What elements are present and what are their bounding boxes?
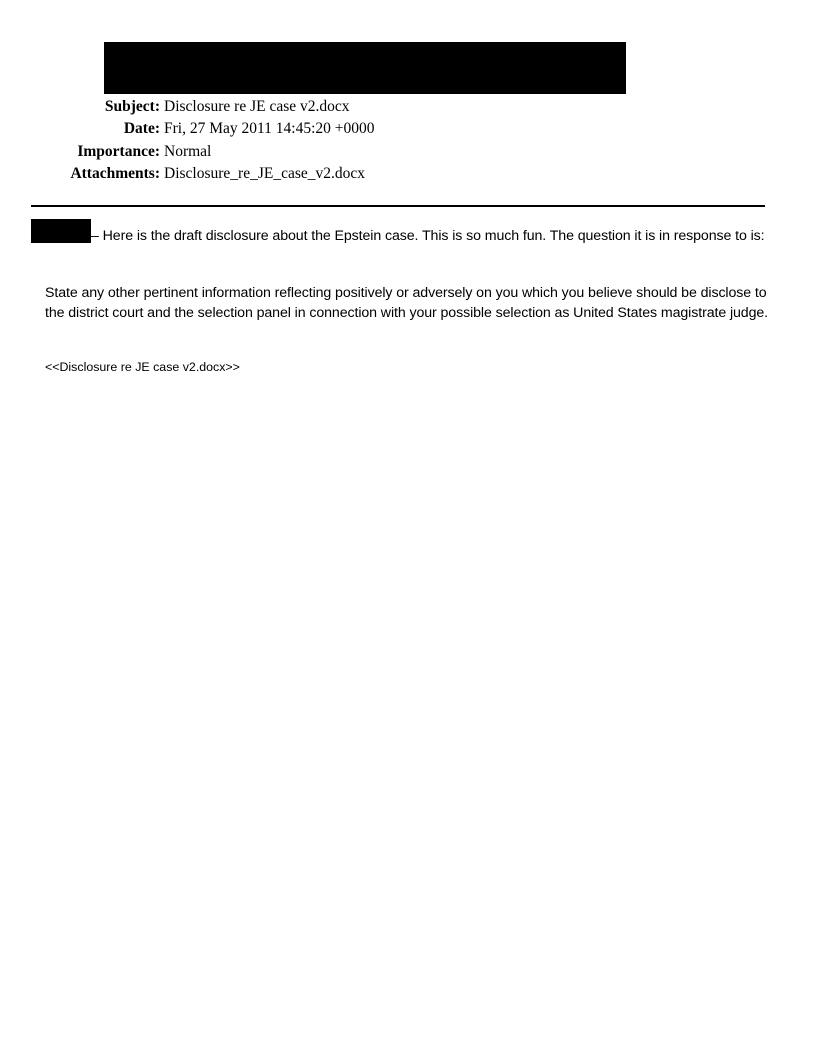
body-paragraph-1: – Here is the draft disclosure about the Epstein case. This is so much fun. The question it is in response to is: bbox=[91, 228, 765, 244]
attachments-label: Attachments: bbox=[70, 164, 160, 182]
date-label: Date: bbox=[123, 120, 160, 138]
attachments-row bbox=[0, 163, 816, 185]
email-header-fields bbox=[0, 96, 816, 185]
redaction-block-header bbox=[104, 42, 626, 94]
subject-label: Subject: bbox=[104, 98, 160, 115]
subject-row bbox=[0, 96, 816, 118]
date-value: Fri, 27 May 2011 14:45:20 +0000 bbox=[164, 120, 375, 138]
header-separator-line bbox=[31, 205, 765, 207]
attachments-value: Disclosure_re_JE_case_v2.docx bbox=[164, 164, 366, 182]
body-paragraph-2: State any other pertinent information reflecting positively or adversely on you which you believe should be disclose to the district court and the selection panel in connection with your possible selection as United States magistrate judge. bbox=[45, 285, 769, 321]
importance-row bbox=[0, 141, 816, 163]
attachment-reference: <<Disclosure re JE case v2.docx>> bbox=[45, 360, 240, 374]
subject-value: Disclosure re JE case v2.docx bbox=[164, 98, 350, 115]
importance-label: Importance: bbox=[77, 142, 160, 160]
importance-value: Normal bbox=[164, 142, 212, 160]
date-row bbox=[0, 118, 816, 140]
